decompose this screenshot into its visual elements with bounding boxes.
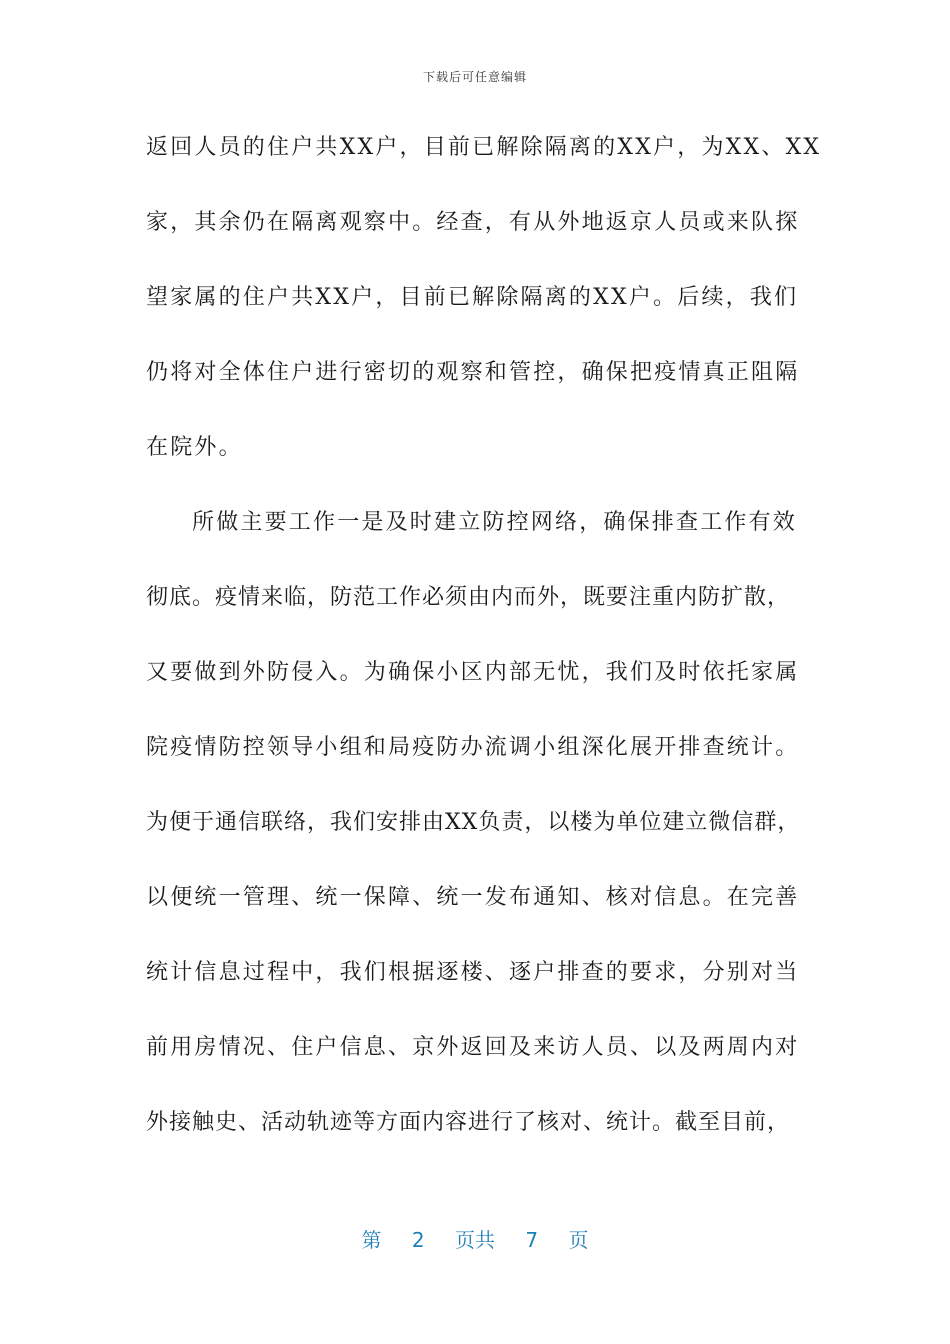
body-line-9: 院疫情防控领导小组和局疫防办流调小组深化展开排查统计。 (146, 735, 800, 760)
document-body (146, 128, 822, 1178)
footer-page-number: 2 (411, 1228, 425, 1252)
body-line-13: 前用房情况、住户信息、京外返回及来访人员、以及两周内对 (146, 1035, 800, 1060)
body-line-2: 家，其余仍在隔离观察中。经查，有从外地返京人员或来队探 (146, 210, 800, 235)
footer-prefix: 第 (361, 1228, 382, 1252)
body-line-6: 所做主要工作一是及时建立防控网络，确保排查工作有效 (192, 510, 798, 535)
body-line-5: 在院外。 (146, 435, 243, 460)
header-note: 下载后可任意编辑 (422, 70, 527, 84)
body-line-3: 望家属的住户共XX户，目前已解除隔离的XX户。后续，我们 (146, 285, 799, 310)
body-line-11: 以便统一管理、统一保障、统一发布通知、核对信息。在完善 (146, 885, 800, 910)
body-line-12: 统计信息过程中，我们根据逐楼、逐户排查的要求，分别对当 (146, 960, 800, 985)
footer-mid: 页共 (455, 1228, 495, 1252)
body-line-4: 仍将对全体住户进行密切的观察和管控，确保把疫情真正阻隔 (146, 360, 800, 385)
body-line-7: 彻底。疫情来临，防范工作必须由内而外，既要注重内防扩散， (146, 585, 791, 610)
body-line-8: 又要做到外防侵入。为确保小区内部无忧，我们及时依托家属 (146, 660, 800, 685)
body-line-1: 返回人员的住户共XX户，目前已解除隔离的XX户，为XX、XX (146, 135, 822, 160)
body-line-14: 外接触史、活动轨迹等方面内容进行了核对、统计。截至目前， (146, 1110, 791, 1135)
body-line-10: 为便于通信联络，我们安排由XX负责，以楼为单位建立微信群， (146, 810, 801, 835)
page-footer (0, 1224, 950, 1253)
footer-suffix: 页 (568, 1228, 589, 1252)
footer-total-pages: 7 (525, 1228, 539, 1252)
